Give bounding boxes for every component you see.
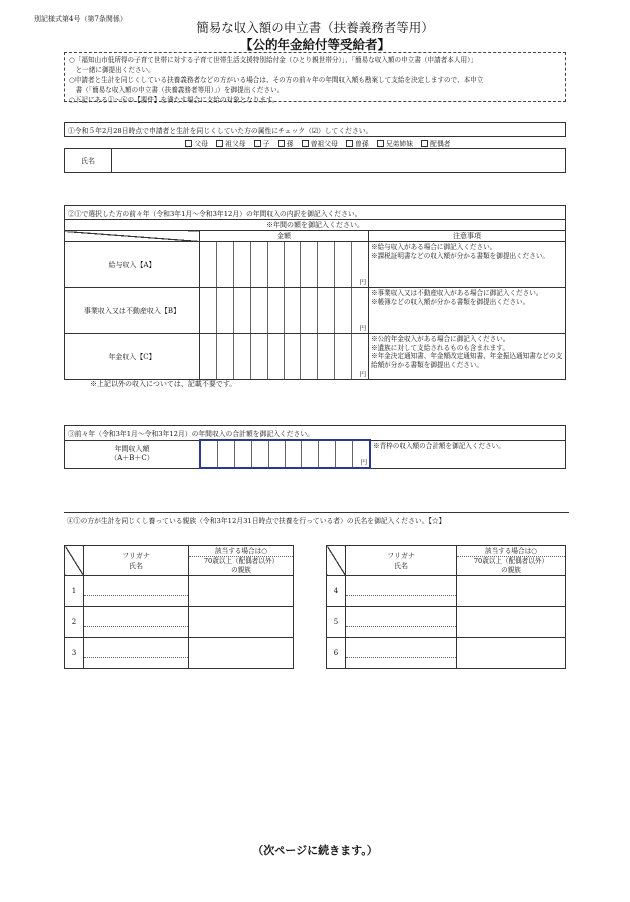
- pension-income-amount[interactable]: [200, 334, 369, 380]
- option-label: 配偶者: [430, 139, 451, 148]
- row-number: 6: [327, 638, 346, 669]
- checkbox-spouse[interactable]: [421, 140, 428, 147]
- yen-label: 円: [360, 458, 368, 466]
- section2-subheader: ※年間の額を御記入ください。: [65, 220, 566, 231]
- option-label: 子: [262, 139, 270, 148]
- page-title: 簡易な収入額の申立書（扶養義務者等用）: [196, 20, 434, 35]
- header-line: 該当する場合は○: [457, 547, 565, 557]
- yen-label: 円: [359, 278, 367, 286]
- note-line: ※給与収入がある場合に御記入ください。: [371, 243, 497, 251]
- diagonal-cell: [327, 546, 346, 576]
- note-line: と一緒に御提出ください。: [69, 66, 155, 74]
- amount-header: 金額: [200, 231, 369, 242]
- name-field[interactable]: [112, 149, 566, 173]
- diagonal-cell: [65, 231, 200, 242]
- business-income-amount[interactable]: [200, 288, 369, 334]
- checkbox-siblings[interactable]: [377, 140, 384, 147]
- continued-footer: （次ページに続きます。）: [252, 844, 378, 857]
- checkbox-grandchild[interactable]: [278, 140, 285, 147]
- header-line: の親族: [231, 565, 251, 574]
- note-line: ※公的年金収入がある場合に御記入ください。: [371, 335, 510, 343]
- salary-income-amount[interactable]: [200, 242, 369, 288]
- instructions-box: [64, 52, 566, 102]
- dependents-table-left: [64, 545, 294, 669]
- option-label: 父母: [194, 139, 209, 148]
- section2-footnote: ※上記以外の収入については、記載不要です。: [90, 380, 237, 388]
- header-line: 氏名: [129, 561, 143, 570]
- elderly-check-field[interactable]: [189, 607, 294, 638]
- section1-header: ①令和５年2月28日時点で申請者と生計を同じくしていた方の属性にチェック（☑）してください。: [65, 123, 566, 137]
- note-line: ※年金決定通知書、年金額改定通知書、年金振込通知書などの支給額が分かる書類を御提出ください。: [371, 352, 563, 369]
- row-number: 3: [65, 638, 84, 669]
- section3-header: ③前々年（令和3年1月〜令和3年12月）の年間収入の合計額を御記入ください。: [65, 426, 566, 441]
- business-income-notes: [369, 288, 566, 334]
- checkbox-grandparents[interactable]: [216, 140, 223, 147]
- annual-income-label: [65, 440, 201, 468]
- yen-label: 円: [359, 370, 367, 378]
- section4-header: ④①の方が生計を同じくし養っている親族（令和3年12月31日時点で扶養を行っている者）の氏名を御記入ください。【☆】: [64, 512, 569, 525]
- section1-table: [64, 122, 566, 173]
- name-label: 氏名: [65, 149, 112, 173]
- dependents-table-right: [326, 545, 566, 669]
- elderly-check-field[interactable]: [457, 638, 566, 669]
- note-line: 書（「簡易な収入額の申立書（扶養義務者等用）」）を御提出ください。: [69, 86, 284, 94]
- label-line: （A＋B＋C）: [110, 454, 154, 462]
- header-line: フリガナ: [122, 551, 150, 560]
- dependent-name-field[interactable]: [346, 576, 457, 607]
- option-label: 孫: [286, 139, 294, 148]
- note-line: ※帳簿などの収入額が分かる書類を御提出ください。: [371, 297, 530, 306]
- dependent-name-field[interactable]: [346, 638, 457, 669]
- note-line: ※事業収入又は不動産収入がある場合に御記入ください。: [371, 289, 543, 297]
- checkbox-father-mother[interactable]: [185, 140, 192, 147]
- option-label: 曽祖父母: [310, 139, 338, 148]
- elderly-check-header: [189, 546, 294, 576]
- section3-table: [64, 425, 566, 469]
- row-number: 4: [327, 576, 346, 607]
- dependent-name-field[interactable]: [84, 607, 189, 638]
- header-line: 氏名: [394, 561, 408, 570]
- note-line: ※課税証明書などの収入額が分かる書類を御提出ください。: [371, 251, 550, 260]
- label-line: 年間収入額: [114, 445, 150, 453]
- row-number: 2: [65, 607, 84, 638]
- form-number: 別記様式第4号（第7条関係）: [34, 15, 127, 23]
- note-line: ○申請者と生計を同じくしている扶養義務者などの方がいる場合は、その方の前々年の年間収入額も勘案して支給を決定しますので、本申立: [69, 76, 484, 84]
- relationship-options: [65, 137, 566, 149]
- checkbox-child[interactable]: [254, 140, 261, 147]
- diagonal-cell: [65, 546, 84, 576]
- page-subtitle: 【公的年金給付等受給者】: [239, 37, 390, 52]
- header-line: 該当する場合は○: [189, 547, 293, 557]
- note-line: ○下記にある①〜⑥の【要件】を満たす場合に支給の対象となります。: [69, 96, 279, 104]
- dependent-name-field[interactable]: [84, 638, 189, 669]
- business-income-label: 事業収入又は不動産収入【B】: [65, 288, 200, 334]
- note-line: ※遺族に対して支給されるものも含まれます。: [371, 343, 509, 352]
- section2-header: ②①で選択した方の前々年（令和3年1月〜令和3年12月）の年間収入の内訳を御記入ください。: [65, 206, 566, 220]
- row-number: 5: [327, 607, 346, 638]
- checkbox-great-grandchild[interactable]: [346, 140, 353, 147]
- header-line: フリガナ: [387, 551, 415, 560]
- notes-header: 注意事項: [369, 231, 566, 242]
- section2-table: [64, 205, 566, 380]
- annual-income-note: ※青枠の収入額の合計額を御記入ください。: [370, 440, 566, 468]
- elderly-check-field[interactable]: [457, 607, 566, 638]
- option-label: 兄弟姉妹: [385, 139, 413, 148]
- header-line: の親族: [501, 565, 521, 574]
- elderly-check-field[interactable]: [457, 576, 566, 607]
- annual-income-amount[interactable]: [200, 440, 370, 468]
- checkbox-great-grandparents[interactable]: [302, 140, 309, 147]
- dependent-name-field[interactable]: [346, 607, 457, 638]
- header-line: 70歳以上（配偶者以外）: [203, 556, 279, 565]
- furigana-name-header: [84, 546, 189, 576]
- option-label: 祖父母: [225, 139, 246, 148]
- pension-income-label: 年金収入【C】: [65, 334, 200, 380]
- elderly-check-header: [457, 546, 566, 576]
- salary-income-label: 給与収入【A】: [65, 242, 200, 288]
- pension-income-notes: [369, 334, 566, 380]
- furigana-name-header: [346, 546, 457, 576]
- option-label: 曽孫: [355, 139, 369, 148]
- header-line: 70歳以上（配偶者以外）: [473, 556, 549, 565]
- row-number: 1: [65, 576, 84, 607]
- dependent-name-field[interactable]: [84, 576, 189, 607]
- yen-label: 円: [359, 324, 367, 332]
- elderly-check-field[interactable]: [189, 638, 294, 669]
- salary-income-notes: [369, 242, 566, 288]
- note-line: ○「福知山市低所得の子育て世帯に対する子育て世帯生活支援特別給付金（ひとり親世帯分）」、「簡易な収入額の申立書（申請者本人用）」: [69, 56, 477, 64]
- elderly-check-field[interactable]: [189, 576, 294, 607]
